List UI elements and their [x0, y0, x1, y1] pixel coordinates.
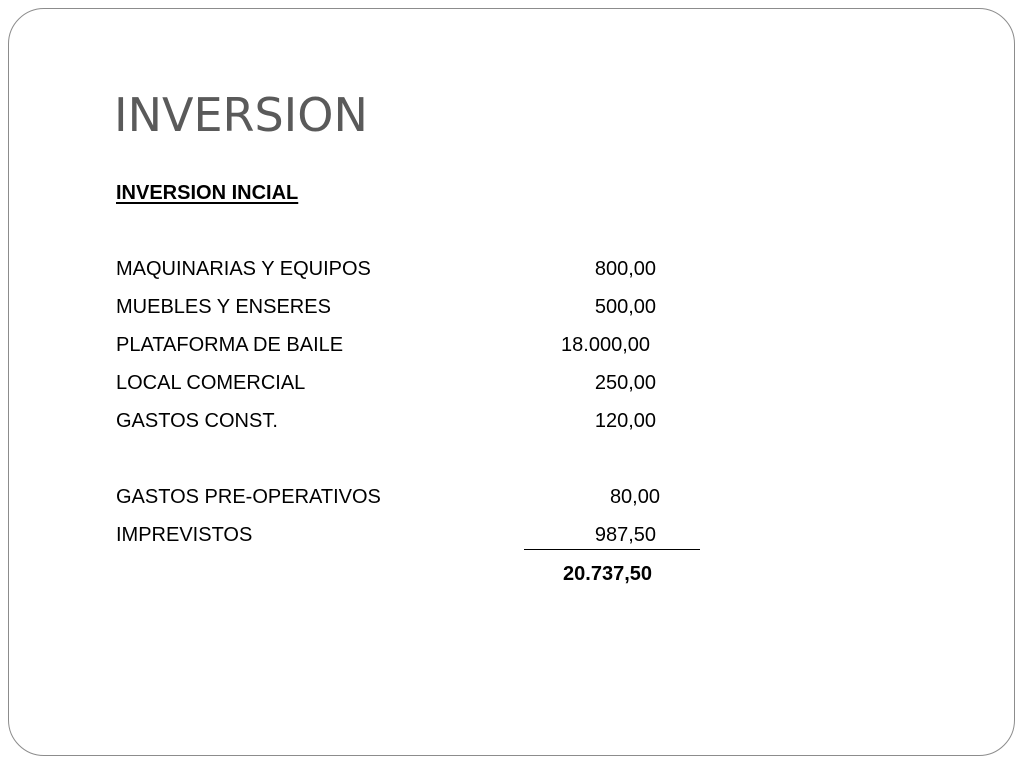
line-item-gastos-const [116, 408, 656, 434]
section-heading: INVERSION INCIAL [116, 182, 299, 204]
line-item-amount: 500,00 [594, 296, 656, 318]
line-item-amount: 120,00 [594, 410, 656, 432]
line-item-pre-operativos [116, 484, 660, 510]
total-rule [524, 549, 700, 550]
line-item-amount: 987,50 [594, 524, 656, 546]
line-item-amount: 18.000,00 [561, 334, 650, 356]
slide-title: INVERSION [114, 88, 368, 142]
line-item-label: IMPREVISTOS [116, 524, 253, 546]
line-item-label: GASTOS CONST. [116, 410, 278, 432]
line-item-local [116, 370, 656, 396]
line-item-amount: 800,00 [594, 258, 656, 280]
line-item-label: LOCAL COMERCIAL [116, 372, 306, 394]
line-item-amount: 80,00 [609, 486, 660, 508]
line-item-muebles [116, 294, 656, 320]
line-item-label: MUEBLES Y ENSERES [116, 296, 331, 318]
total-amount: 20.737,50 [563, 563, 652, 585]
line-item-label: GASTOS PRE-OPERATIVOS [116, 486, 381, 508]
line-item-label: MAQUINARIAS Y EQUIPOS [116, 258, 371, 280]
line-item-plataforma [116, 332, 656, 358]
line-item-maquinarias [116, 256, 656, 282]
line-item-amount: 250,00 [594, 372, 656, 394]
line-item-imprevistos [116, 522, 656, 548]
line-item-label: PLATAFORMA DE BAILE [116, 334, 344, 356]
